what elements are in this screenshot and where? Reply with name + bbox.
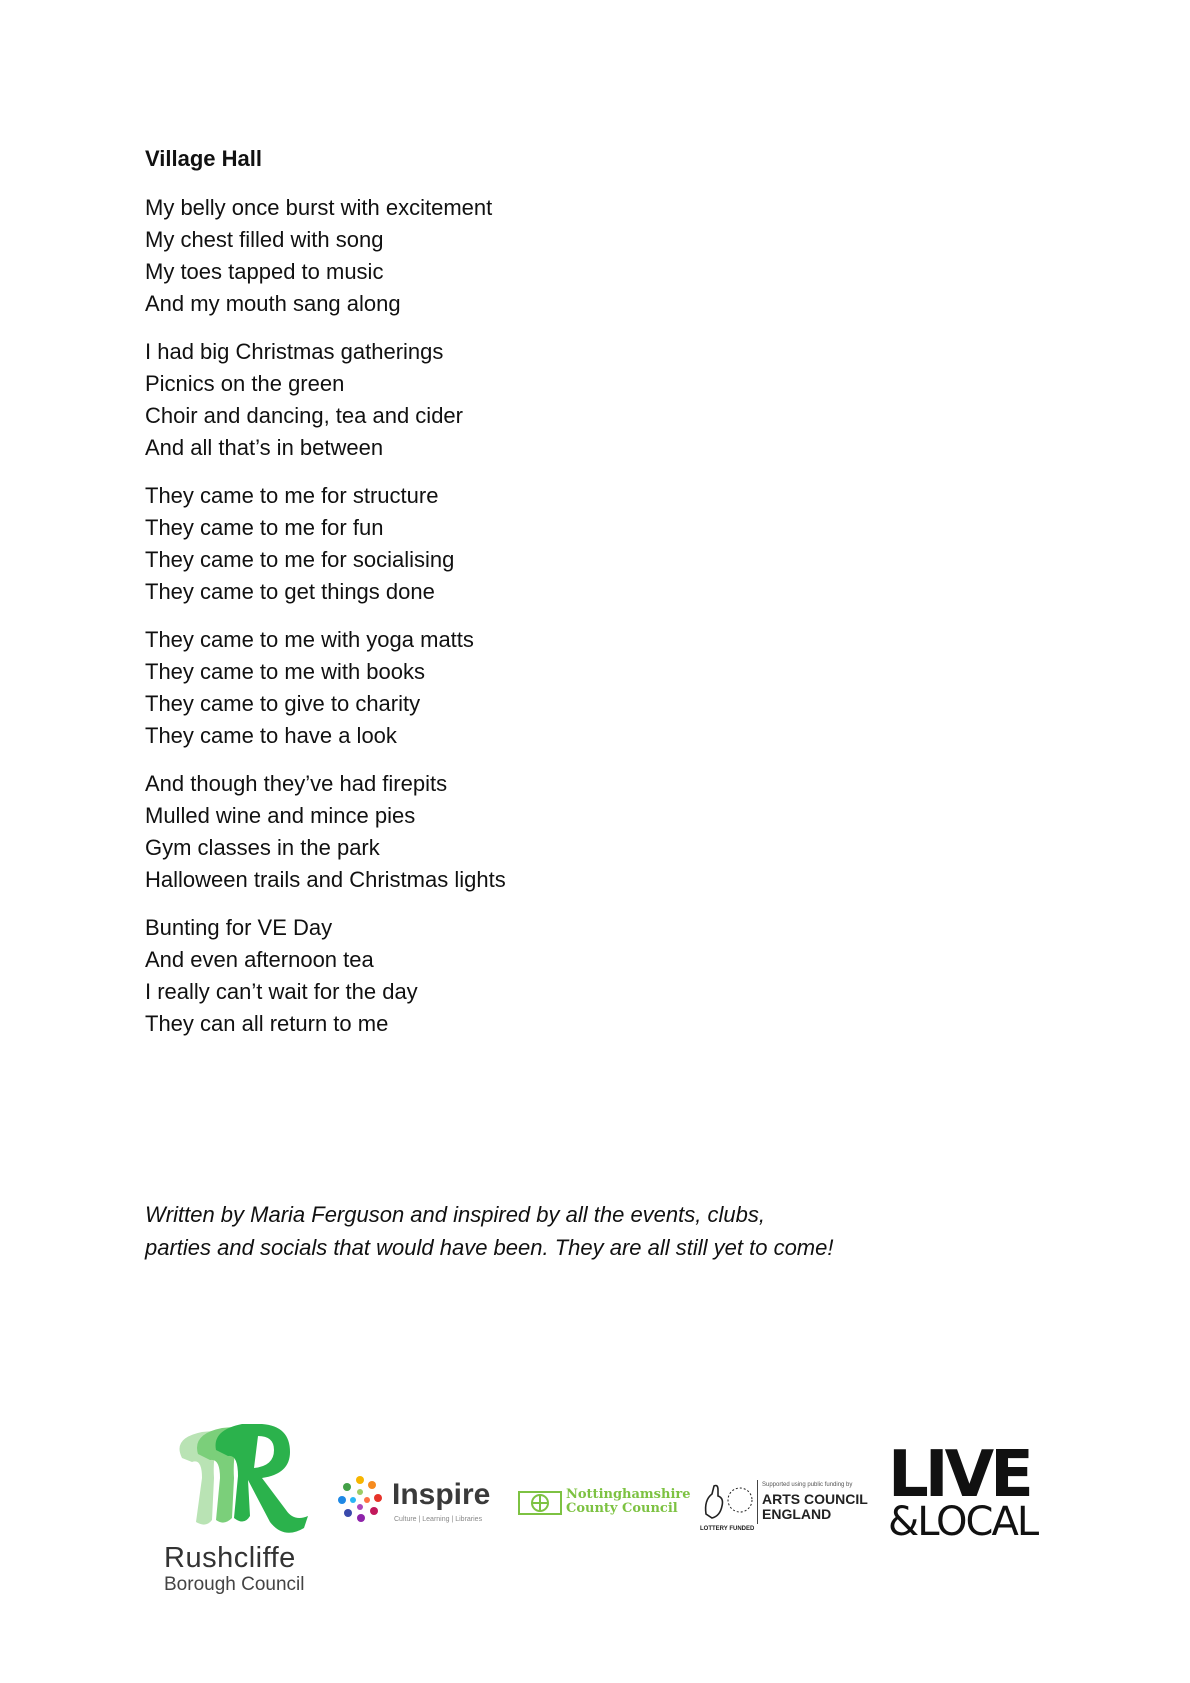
poem-title: Village Hall [145, 146, 262, 171]
poem-line: My chest filled with song [145, 227, 384, 252]
rushcliffe-logo [162, 1418, 312, 1598]
arts-support-text: Supported using public funding by [762, 1482, 853, 1488]
poem-line: My belly once burst with excitement [145, 195, 493, 220]
stanza [145, 480, 845, 608]
poem-line: Choir and dancing, tea and cider [145, 403, 463, 428]
inspire-tagline: Culture | Learning | Libraries [394, 1516, 483, 1523]
poem-line: They came to me with yoga matts [145, 627, 474, 652]
poem-line: I really can’t wait for the day [145, 979, 418, 1004]
poem-line: Gym classes in the park [145, 835, 380, 860]
arts-council-logo [700, 1480, 870, 1540]
live-and-local-logo [888, 1438, 1048, 1556]
notts-crest-icon [518, 1488, 562, 1518]
poem-line: They came to me for fun [145, 515, 384, 540]
arts-council-line1: ARTS COUNCIL [762, 1491, 868, 1507]
local-wordmark: &LOCAL [888, 1499, 1038, 1545]
arts-council-line2: ENGLAND [762, 1506, 832, 1522]
poem-line: They can all return to me [145, 1011, 389, 1036]
inspire-name: Inspire [392, 1478, 491, 1511]
stanza [145, 768, 845, 896]
stanza [145, 336, 845, 464]
poem-line: They came to give to charity [145, 691, 421, 716]
poem-line: Bunting for VE Day [145, 915, 333, 940]
poem-line: They came to me for structure [145, 483, 439, 508]
inspire-flower-icon [334, 1474, 386, 1526]
poem-line: And though they’ve had firepits [145, 771, 448, 796]
poem-body [145, 192, 845, 1056]
rushcliffe-name: Rushcliffe [164, 1542, 296, 1574]
poem-line: My toes tapped to music [145, 259, 384, 284]
sponsor-logos [150, 1410, 1050, 1610]
poem-line: Mulled wine and mince pies [145, 803, 416, 828]
poem-line: They came to me with books [145, 659, 426, 684]
credit-line: parties and socials that would have been. They are all still yet to come! [145, 1235, 834, 1260]
notts-line2: County Council [566, 1501, 678, 1516]
poem-line: They came to get things done [145, 579, 435, 604]
inspire-logo [334, 1474, 504, 1534]
poem-line: And my mouth sang along [145, 291, 401, 316]
stanza [145, 912, 845, 1040]
poem-line: And all that’s in between [145, 435, 384, 460]
poem-line: Picnics on the green [145, 371, 345, 396]
rushcliffe-subtitle: Borough Council [164, 1574, 305, 1595]
arts-divider [757, 1480, 758, 1524]
poem-line: And even afternoon tea [145, 947, 374, 972]
credit-line: Written by Maria Ferguson and inspired by all the events, clubs, [145, 1202, 765, 1227]
rushcliffe-r-icon [162, 1418, 312, 1542]
poem-line: I had big Christmas gatherings [145, 339, 444, 364]
author-credit [145, 1198, 1045, 1264]
nottinghamshire-logo [518, 1487, 691, 1528]
lottery-funded-label: LOTTERY FUNDED [700, 1526, 755, 1532]
notts-line1: Nottinghamshire [566, 1487, 691, 1502]
stanza [145, 624, 845, 752]
poem-line: They came to me for socialising [145, 547, 455, 572]
stanza [145, 192, 845, 320]
lottery-fingers-icon [700, 1480, 754, 1524]
live-wordmark: LIVE [888, 1438, 1030, 1512]
poem-line: Halloween trails and Christmas lights [145, 867, 506, 892]
poem-line: They came to have a look [145, 723, 397, 748]
